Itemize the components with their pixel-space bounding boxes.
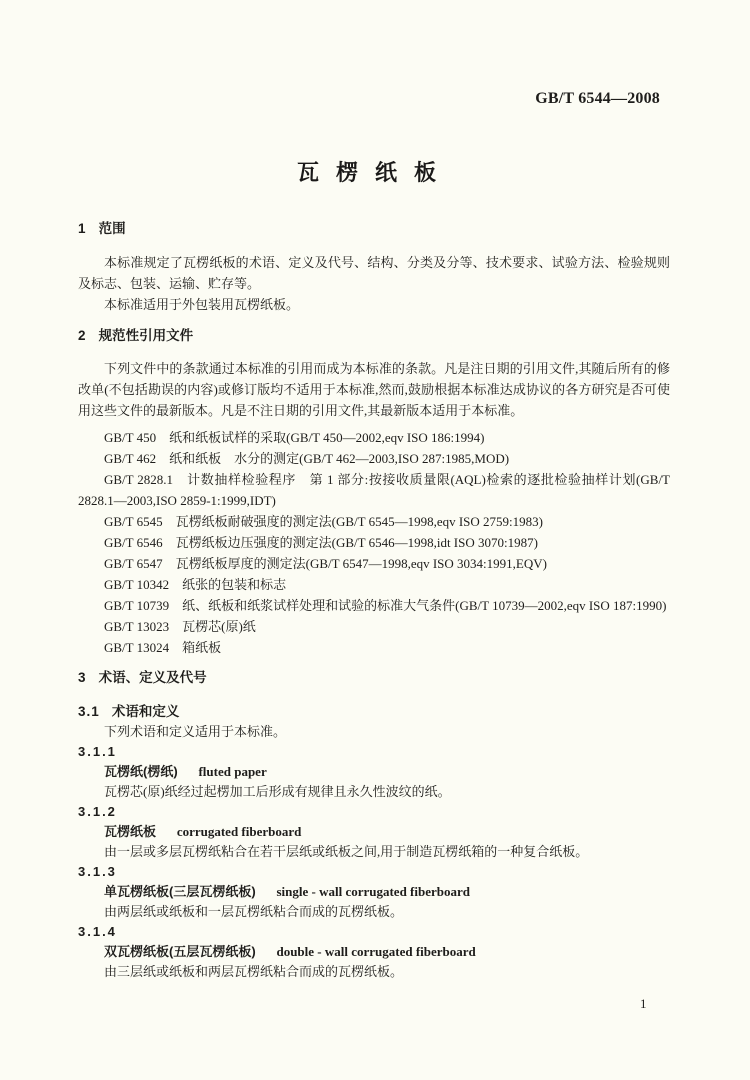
term-entry	[78, 742, 670, 802]
section-1-title: 范围	[98, 221, 126, 236]
term-line	[78, 762, 670, 782]
term-entry	[78, 802, 670, 862]
term-zh: 双瓦楞纸板(五层瓦楞纸板)	[104, 944, 256, 959]
reference-list	[78, 427, 670, 658]
term-en: single - wall corrugated fiberboard	[276, 884, 471, 899]
term-zh: 瓦楞纸板	[104, 824, 157, 839]
term-line	[78, 822, 670, 842]
terms-section	[78, 701, 670, 982]
reference-item: GB/T 6547 瓦楞纸板厚度的测定法(GB/T 6547—1998,eqv ISO 3034:1991,EQV)	[104, 556, 547, 571]
section-3-1-number: 3.1	[78, 704, 100, 719]
term-entry-number: 3.1.2	[78, 804, 117, 819]
term-zh: 瓦楞纸(楞纸)	[104, 764, 178, 779]
term-line	[78, 882, 670, 902]
standard-number: GB/T 6544—2008	[535, 90, 660, 107]
section-2-title: 规范性引用文件	[98, 328, 194, 343]
reference-item: GB/T 2828.1 计数抽样检验程序 第 1 部分:按接收质量限(AQL)检索的逐批检验抽样计划(GB/T 2828.1—2003,ISO 2859-1:1999,IDT)	[78, 472, 670, 508]
term-entry-number: 3.1.4	[78, 924, 117, 939]
section-3-1-title: 术语和定义	[111, 704, 180, 719]
term-en: fluted paper	[198, 764, 267, 779]
page-number: 1	[640, 996, 647, 1011]
term-en: corrugated fiberboard	[176, 824, 302, 839]
terms-intro: 下列术语和定义适用于本标准。	[104, 724, 287, 739]
scope-paragraph-1: 本标准规定了瓦楞纸板的术语、定义及代号、结构、分类及分等、技术要求、试验方法、检验规则及标志、包装、运输、贮存等。	[78, 255, 670, 291]
reference-item: GB/T 13024 箱纸板	[104, 640, 222, 655]
normative-refs-intro: 下列文件中的条款通过本标准的引用而成为本标准的条款。凡是注日期的引用文件,其随后所有的修改单(不包括勘误的内容)或修订版均不适用于本标准,然而,鼓励根据本标准达成协议的各方研究是否可使用这些文件的最新版本。凡是不注日期的引用文件,其最新版本适用于本标准。	[78, 361, 670, 418]
reference-item: GB/T 10342 纸张的包装和标志	[104, 577, 287, 592]
term-entry	[78, 862, 670, 922]
section-1-heading	[78, 218, 670, 239]
reference-item: GB/T 10739 纸、纸板和纸浆试样处理和试验的标准大气条件(GB/T 10739—2002,eqv ISO 187:1990)	[104, 598, 667, 613]
document-body	[78, 218, 670, 982]
scope-paragraph-2: 本标准适用于外包装用瓦楞纸板。	[104, 297, 300, 312]
section-2-number: 2	[78, 328, 87, 343]
term-definition: 由两层纸或纸板和一层瓦楞纸粘合而成的瓦楞纸板。	[104, 904, 404, 919]
term-definition: 由三层纸或纸板和两层瓦楞纸粘合而成的瓦楞纸板。	[104, 964, 404, 979]
term-definition: 由一层或多层瓦楞纸粘合在若干层纸或纸板之间,用于制造瓦楞纸箱的一种复合纸板。	[104, 844, 589, 859]
term-entry-number: 3.1.3	[78, 864, 117, 879]
term-definition: 瓦楞芯(原)纸经过起楞加工后形成有规律且永久性波纹的纸。	[104, 784, 451, 799]
term-entry-number: 3.1.1	[78, 744, 117, 759]
term-entry	[78, 922, 670, 982]
reference-item: GB/T 6545 瓦楞纸板耐破强度的测定法(GB/T 6545—1998,eqv ISO 2759:1983)	[104, 514, 543, 529]
section-3-heading	[78, 667, 670, 688]
term-en: double - wall corrugated fiberboard	[276, 944, 476, 959]
term-zh: 单瓦楞纸板(三层瓦楞纸板)	[104, 884, 256, 899]
term-line	[78, 942, 670, 962]
reference-item: GB/T 6546 瓦楞纸板边压强度的测定法(GB/T 6546—1998,idt ISO 3070:1987)	[104, 535, 538, 550]
section-2-heading	[78, 325, 670, 346]
reference-item: GB/T 462 纸和纸板 水分的测定(GB/T 462—2003,ISO 287:1985,MOD)	[104, 451, 510, 466]
section-3-title: 术语、定义及代号	[98, 670, 207, 685]
section-3-number: 3	[78, 670, 87, 685]
reference-item: GB/T 450 纸和纸板试样的采取(GB/T 450—2002,eqv ISO 186:1994)	[104, 430, 485, 445]
section-3-1-heading	[78, 701, 670, 722]
reference-item: GB/T 13023 瓦楞芯(原)纸	[104, 619, 256, 634]
section-1-number: 1	[78, 221, 87, 236]
document-title: 瓦楞纸板	[296, 160, 453, 185]
